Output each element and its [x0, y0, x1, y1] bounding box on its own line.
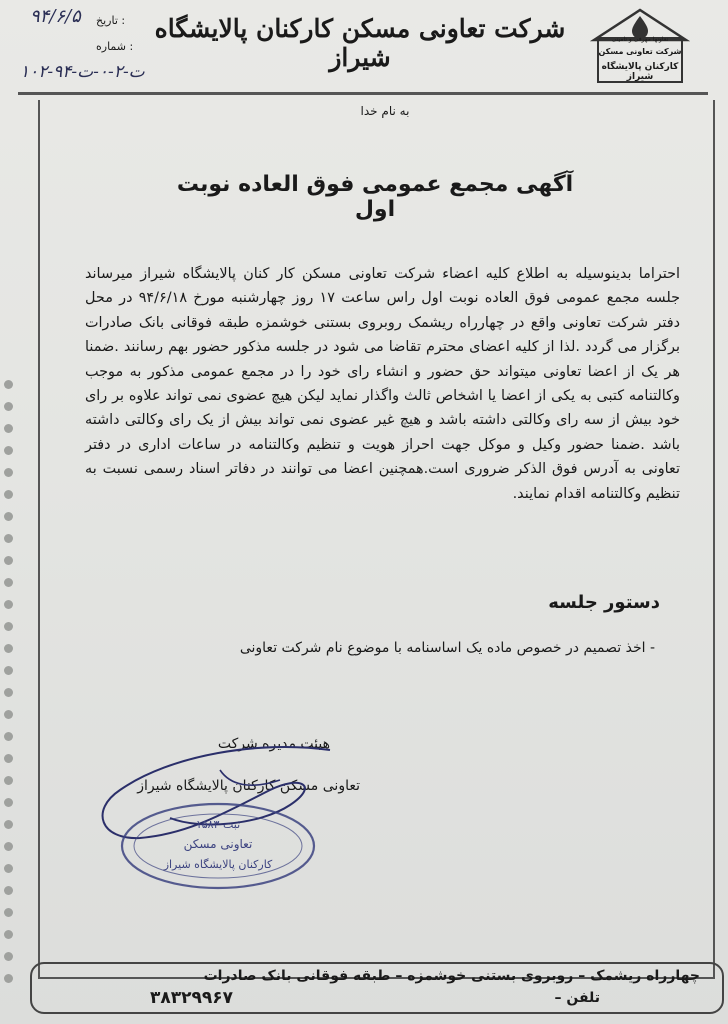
signature-company: تعاونی مسکن کارکنان پالایشگاه شیراز: [137, 778, 360, 794]
logo-line-1: تعاونها مهرفی و تامینی شرکت تعاونی مسکن: [598, 36, 682, 56]
number-value: ۱۰۲-۹۴-ت-۲-۰-ت: [20, 62, 145, 82]
perforation-holes: [2, 380, 16, 1000]
date-label: تاریخ :: [96, 14, 126, 27]
footer-phone: ۳۸۳۲۹۹۶۷: [150, 988, 234, 1008]
date-value: ۹۴/۶/۵: [30, 6, 81, 27]
seal-reg: ثبت ۱۵۸۳: [195, 818, 241, 831]
notice-body: احتراما بدینوسیله به اطلاع کلیه اعضاء شرکت تعاونی مسکن کار کنان پالایشگاه شیراز میرساند جلسه مجمع عمومی فوق العاده نوبت اول راس ساعت ۱۷ روز چهارشنبه مورخ ۹۴/۶/۱۸ در محل دفتر شرکت تعاونی واقع در چهارراه ریشمک روبروی بستنی خوشمزه طبقه فوقانی بانک صادرات برگزار می گردد .لذا از کلیه اعضای محترم تقاضا می شود در جلسه مذکور حضور بهم رسانند .ضمنا هر یک از اعضا تعاونی میتواند حق حضور و انشاء رای خود را در مجمع عمومی مذکور به موجب وکالتنامه کتبی به یکی از اعضا یا اشخاص ثالث واگذار نماید لیکن هیچ عضوی نمی تواند علاوه بر رای خود بیش از سه رای وکالتی داشته باشد و هیچ غیر عضوی نمی تواند بیش از یک رای وکالتی داشته باشد .ضمنا حضور وکیل و موکل جهت احراز هویت و تنظیم وکالتنامه در ساعات اداری در دفتر تعاونی به آدرس فوق الذکر ضروری است.همچنین اعضا می توانند در دفاتر اسناد رسمی نسبت به تنظیم وکالتنامه اقدام نمایند.: [85, 266, 680, 502]
logo-line-3: کارکنان پالایشگاه شیراز: [601, 62, 679, 82]
header-divider: [18, 92, 708, 95]
agenda-item: - اخذ تصمیم در خصوص ماده یک اساسنامه با موضوع نام شرکت تعاونی: [239, 640, 655, 656]
footer-phone-label: تلفن –: [554, 990, 600, 1006]
company-name-heading: شرکت تعاونی مسکن کارکنان پالایشگاه شیراز: [154, 14, 566, 72]
agenda-heading: دستور جلسه: [548, 592, 660, 613]
company-seal-icon: [118, 800, 318, 892]
footer-address: چهارراه ریشمک – روبروی بستنی خوشمزه – طبقه فوقانی بانک صادرات: [203, 968, 700, 984]
notice-title: آگهی مجمع عمومی فوق العاده نوبت اول: [176, 172, 574, 222]
board-label: هیئت مدیره شرکت: [217, 736, 330, 752]
bismillah: به نام خدا: [360, 104, 410, 118]
seal-line-1: تعاونی مسکن: [183, 837, 253, 851]
seal-line-2: کارکنان پالایشگاه شیراز: [163, 858, 273, 871]
number-label: شماره :: [96, 40, 134, 53]
